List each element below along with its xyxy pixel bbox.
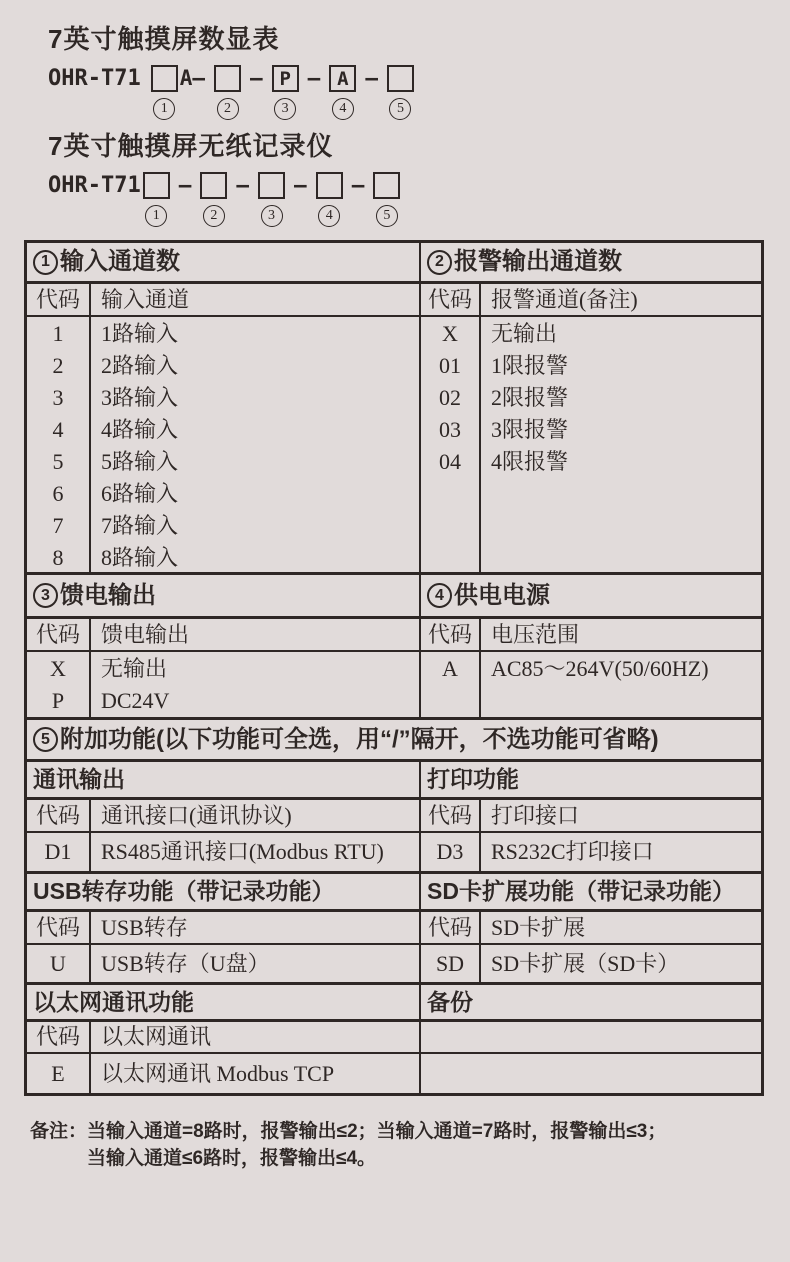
usb-col2-header: USB转存 bbox=[91, 912, 421, 945]
note-body bbox=[87, 1118, 666, 1172]
note-label: 备注： bbox=[30, 1121, 88, 1142]
code-box bbox=[373, 172, 400, 199]
slot-number-icon: 2 bbox=[203, 205, 225, 227]
value: 3路输入 bbox=[101, 385, 179, 410]
value: 4路输入 bbox=[101, 417, 179, 442]
eth-title: 以太网通讯功能 bbox=[27, 985, 421, 1022]
circled-3-icon: 3 bbox=[33, 583, 58, 608]
model-slot-1 bbox=[151, 65, 178, 120]
value: 3限报警 bbox=[491, 417, 569, 442]
connector: – bbox=[250, 66, 263, 90]
circled-2-icon: 2 bbox=[427, 250, 452, 275]
slot-number-icon: 3 bbox=[261, 205, 283, 227]
product1-model-line bbox=[48, 65, 790, 121]
section1-title-text: 输入通道数 bbox=[60, 248, 180, 275]
connector: – bbox=[178, 173, 192, 197]
print-title: 打印功能 bbox=[421, 762, 761, 800]
section4-title-text: 供电电源 bbox=[454, 581, 550, 609]
code: 01 bbox=[439, 353, 461, 378]
value: 1限报警 bbox=[491, 353, 569, 378]
model-slot-4 bbox=[316, 172, 343, 227]
value: 2限报警 bbox=[491, 385, 569, 410]
section1-title bbox=[27, 243, 421, 284]
selection-table bbox=[24, 240, 764, 1096]
code: 6 bbox=[52, 481, 64, 506]
circled-1-icon: 1 bbox=[33, 250, 58, 275]
value: 1路输入 bbox=[101, 321, 179, 346]
usb-col1-header: 代码 bbox=[27, 912, 91, 945]
comm-col1-header: 代码 bbox=[27, 800, 91, 833]
connector: – bbox=[351, 173, 365, 197]
code: 7 bbox=[52, 513, 64, 538]
sd-col2-header: SD卡扩展 bbox=[481, 912, 761, 945]
s1-codes-cell bbox=[27, 317, 91, 575]
usb-value: USB转存（U盘） bbox=[91, 945, 421, 985]
eth-code: E bbox=[27, 1054, 91, 1093]
code: 3 bbox=[52, 385, 64, 410]
value: 6路输入 bbox=[101, 481, 179, 506]
slot-number-icon: 3 bbox=[274, 98, 296, 120]
header-block bbox=[48, 24, 790, 228]
connector: – bbox=[294, 173, 307, 197]
s4-col2-header: 电压范围 bbox=[481, 619, 761, 652]
product1-title: 7英寸触摸屏数显表 bbox=[48, 24, 280, 54]
code: 5 bbox=[52, 449, 64, 474]
connector: – bbox=[236, 173, 250, 197]
value: 无输出 bbox=[491, 321, 558, 346]
s2-col1-header: 代码 bbox=[421, 284, 481, 317]
model-slot-3 bbox=[272, 65, 299, 120]
s3-col2-header: 馈电输出 bbox=[91, 619, 421, 652]
code: X bbox=[442, 321, 458, 346]
note-line-1: 当输入通道=8路时，报警输出≤2；当输入通道=7路时，报警输出≤3； bbox=[87, 1121, 667, 1142]
sd-col1-header: 代码 bbox=[421, 912, 481, 945]
code-box bbox=[258, 172, 285, 199]
s1-values-cell bbox=[91, 317, 421, 575]
section3-title-text: 馈电输出 bbox=[60, 581, 156, 609]
section5-title bbox=[27, 720, 761, 762]
circled-4-icon: 4 bbox=[427, 583, 452, 608]
usb-code: U bbox=[27, 945, 91, 985]
s4-codes-cell bbox=[421, 652, 481, 720]
sd-value: SD卡扩展（SD卡） bbox=[481, 945, 761, 985]
s4-col1-header: 代码 bbox=[421, 619, 481, 652]
value: 7路输入 bbox=[101, 513, 179, 538]
print-code: D3 bbox=[421, 833, 481, 874]
backup-empty-row-1 bbox=[421, 1022, 761, 1054]
eth-value: 以太网通讯 Modbus TCP bbox=[91, 1054, 421, 1093]
value: 5路输入 bbox=[101, 449, 179, 474]
code: 04 bbox=[439, 449, 461, 474]
product2-model-line bbox=[48, 172, 790, 228]
connector: – bbox=[307, 66, 321, 90]
s1-col1-header: 代码 bbox=[27, 284, 91, 317]
model-slot-2 bbox=[200, 172, 227, 227]
value: DC24V bbox=[101, 688, 170, 713]
slot-number-icon: 4 bbox=[318, 205, 340, 227]
code-box bbox=[151, 65, 178, 92]
s1-col2-header: 输入通道 bbox=[91, 284, 421, 317]
slot-number-icon: 1 bbox=[145, 205, 167, 227]
value: 4限报警 bbox=[491, 449, 569, 474]
circled-5-icon: 5 bbox=[33, 727, 58, 752]
note bbox=[30, 1118, 790, 1172]
code-box: P bbox=[272, 65, 299, 92]
model-slot-4 bbox=[329, 65, 356, 120]
section2-title-text: 报警输出通道数 bbox=[454, 248, 622, 275]
model-prefix: OHR-T71 bbox=[48, 173, 141, 198]
comm-title: 通讯输出 bbox=[27, 762, 421, 800]
s3-codes-cell bbox=[27, 652, 91, 720]
s2-values-cell bbox=[481, 317, 761, 575]
note-line-2: 当输入通道≤6路时，报警输出≤4。 bbox=[87, 1148, 377, 1169]
code: 03 bbox=[439, 417, 461, 442]
value: 无输出 bbox=[101, 656, 168, 681]
model-slot-3 bbox=[258, 172, 285, 227]
code: 2 bbox=[52, 353, 64, 378]
slot-number-icon: 5 bbox=[376, 205, 398, 227]
code: P bbox=[51, 688, 65, 713]
value: 8路输入 bbox=[101, 545, 179, 570]
code-box bbox=[143, 172, 170, 199]
code-box bbox=[387, 65, 414, 92]
backup-title: 备份 bbox=[421, 985, 761, 1022]
code: 8 bbox=[52, 545, 64, 570]
connector: A– bbox=[179, 66, 206, 90]
eth-col2-header: 以太网通讯 bbox=[91, 1022, 421, 1054]
code-box: A bbox=[329, 65, 356, 92]
comm-value: RS485通讯接口(Modbus RTU) bbox=[91, 833, 421, 874]
usb-title: USB转存功能（带记录功能） bbox=[27, 874, 421, 912]
print-value: RS232C打印接口 bbox=[481, 833, 761, 874]
eth-col1-header: 代码 bbox=[27, 1022, 91, 1054]
value: AC85～264V(50/60HZ) bbox=[491, 656, 709, 681]
section2-title bbox=[421, 243, 761, 284]
print-col1-header: 代码 bbox=[421, 800, 481, 833]
s2-codes-cell bbox=[421, 317, 481, 575]
comm-col2-header: 通讯接口(通讯协议) bbox=[91, 800, 421, 833]
comm-code: D1 bbox=[27, 833, 91, 874]
sd-title: SD卡扩展功能（带记录功能） bbox=[421, 874, 761, 912]
connector: – bbox=[365, 66, 378, 90]
model-slot-5 bbox=[387, 65, 414, 120]
section5-title-text: 附加功能(以下功能可全选，用“/”隔开，不选功能可省略) bbox=[60, 725, 659, 753]
s3-values-cell bbox=[91, 652, 421, 720]
model-slot-5 bbox=[373, 172, 400, 227]
product2-title: 7英寸触摸屏无纸记录仪 bbox=[48, 131, 334, 161]
code: 02 bbox=[439, 385, 461, 410]
backup-empty-row-2 bbox=[421, 1054, 761, 1093]
code-box bbox=[316, 172, 343, 199]
print-col2-header: 打印接口 bbox=[481, 800, 761, 833]
s3-col1-header: 代码 bbox=[27, 619, 91, 652]
section4-title bbox=[421, 575, 761, 619]
code: 1 bbox=[52, 321, 64, 346]
code: A bbox=[442, 656, 458, 681]
section3-title bbox=[27, 575, 421, 619]
slot-number-icon: 2 bbox=[217, 98, 239, 120]
slot-number-icon: 5 bbox=[389, 98, 411, 120]
model-slot-1 bbox=[143, 172, 170, 227]
s2-col2-header: 报警通道(备注) bbox=[481, 284, 761, 317]
s4-values-cell bbox=[481, 652, 761, 720]
code-box bbox=[214, 65, 241, 92]
code: 4 bbox=[52, 417, 64, 442]
model-prefix: OHR-T71 bbox=[48, 66, 141, 91]
code-box bbox=[200, 172, 227, 199]
value: 2路输入 bbox=[101, 353, 179, 378]
code: X bbox=[50, 656, 66, 681]
model-slot-2 bbox=[214, 65, 241, 120]
slot-number-icon: 4 bbox=[332, 98, 354, 120]
slot-number-icon: 1 bbox=[153, 98, 175, 120]
sd-code: SD bbox=[421, 945, 481, 985]
